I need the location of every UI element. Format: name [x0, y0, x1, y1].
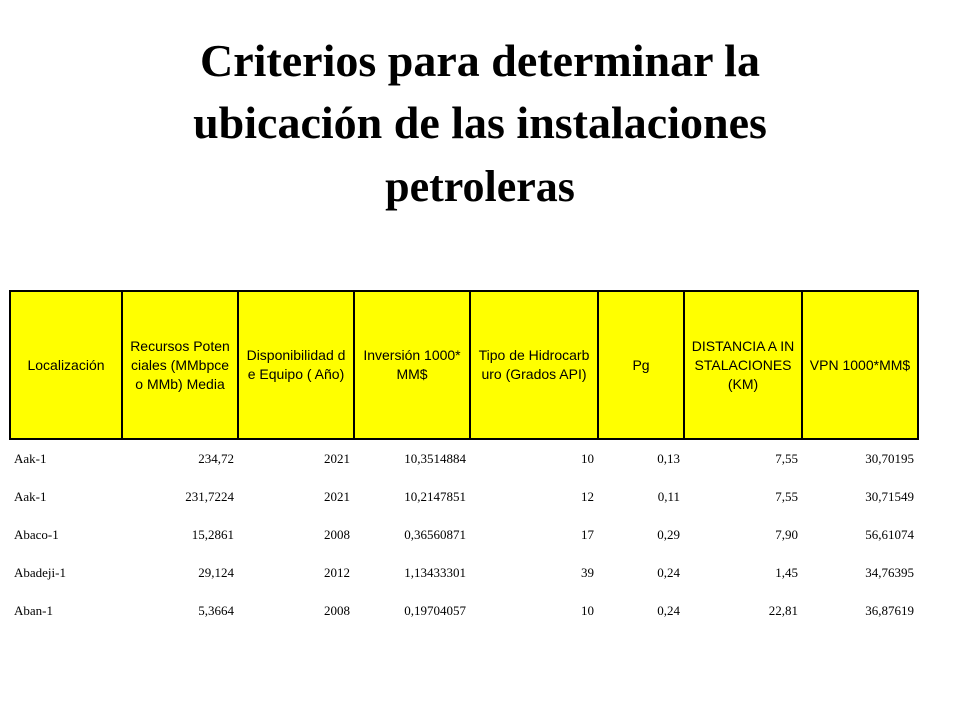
cell-inversion: 0,19704057 [404, 603, 466, 618]
cell-distancia: 7,55 [775, 489, 798, 504]
header-distancia: DISTANCIA A INSTALACIONES (KM) [684, 291, 802, 439]
cell-disponibilidad: 2008 [324, 603, 350, 618]
cell-distancia: 22,81 [768, 603, 798, 618]
cell-vpn: 34,76395 [865, 565, 914, 580]
cell-inversion: 10,3514884 [404, 451, 466, 466]
title-line-3: petroleras [385, 162, 575, 211]
cell-tipo-hidrocarburo: 10 [581, 603, 594, 618]
cell-recursos: 29,124 [198, 565, 234, 580]
cell-vpn: 56,61074 [865, 527, 914, 542]
table-row [10, 439, 918, 478]
cell-localizacion: Aak-1 [14, 451, 47, 466]
cell-recursos: 15,2861 [191, 527, 234, 542]
table-row [10, 516, 918, 554]
cell-pg: 0,13 [657, 451, 680, 466]
header-pg: Pg [598, 291, 684, 439]
cell-inversion: 1,13433301 [404, 565, 466, 580]
title-line-2: ubicación de las instalaciones [193, 97, 767, 148]
table-row [10, 592, 918, 630]
header-localizacion: Localización [10, 291, 122, 439]
cell-localizacion: Abadeji-1 [14, 565, 66, 580]
table-header-row [10, 291, 918, 439]
cell-pg: 0,24 [657, 603, 680, 618]
cell-pg: 0,11 [657, 489, 680, 504]
cell-pg: 0,24 [657, 565, 680, 580]
cell-localizacion: Aak-1 [14, 489, 47, 504]
cell-distancia: 7,55 [775, 451, 798, 466]
cell-distancia: 1,45 [775, 565, 798, 580]
cell-recursos: 234,72 [198, 451, 234, 466]
cell-tipo-hidrocarburo: 12 [581, 489, 594, 504]
cell-recursos: 231,7224 [185, 489, 234, 504]
cell-inversion: 10,2147851 [404, 489, 466, 504]
table-row [10, 554, 918, 592]
cell-disponibilidad: 2008 [324, 527, 350, 542]
header-tipo-hidrocarburo: Tipo de Hidrocarburo (Grados API) [470, 291, 598, 439]
cell-tipo-hidrocarburo: 17 [581, 527, 594, 542]
cell-recursos: 5,3664 [198, 603, 234, 618]
header-vpn: VPN 1000*MM$ [802, 291, 918, 439]
cell-disponibilidad: 2021 [324, 489, 350, 504]
cell-vpn: 36,87619 [865, 603, 914, 618]
cell-distancia: 7,90 [775, 527, 798, 542]
header-disponibilidad-equipo: Disponibilidad de Equipo ( Año) [238, 291, 354, 439]
cell-inversion: 0,36560871 [404, 527, 466, 542]
cell-pg: 0,29 [657, 527, 680, 542]
cell-localizacion: Abaco-1 [14, 527, 59, 542]
cell-tipo-hidrocarburo: 10 [581, 451, 594, 466]
cell-disponibilidad: 2012 [324, 565, 350, 580]
slide-title [60, 30, 900, 220]
title-line-1: Criterios para determinar la [200, 35, 760, 86]
header-inversion: Inversión 1000*MM$ [354, 291, 470, 439]
header-recursos-potenciales: Recursos Potenciales (MMbpce o MMb) Media [122, 291, 238, 439]
table-row [10, 478, 918, 516]
cell-localizacion: Aban-1 [14, 603, 53, 618]
cell-vpn: 30,71549 [865, 489, 914, 504]
cell-vpn: 30,70195 [865, 451, 914, 466]
locations-table [9, 290, 919, 630]
cell-tipo-hidrocarburo: 39 [581, 565, 594, 580]
cell-disponibilidad: 2021 [324, 451, 350, 466]
